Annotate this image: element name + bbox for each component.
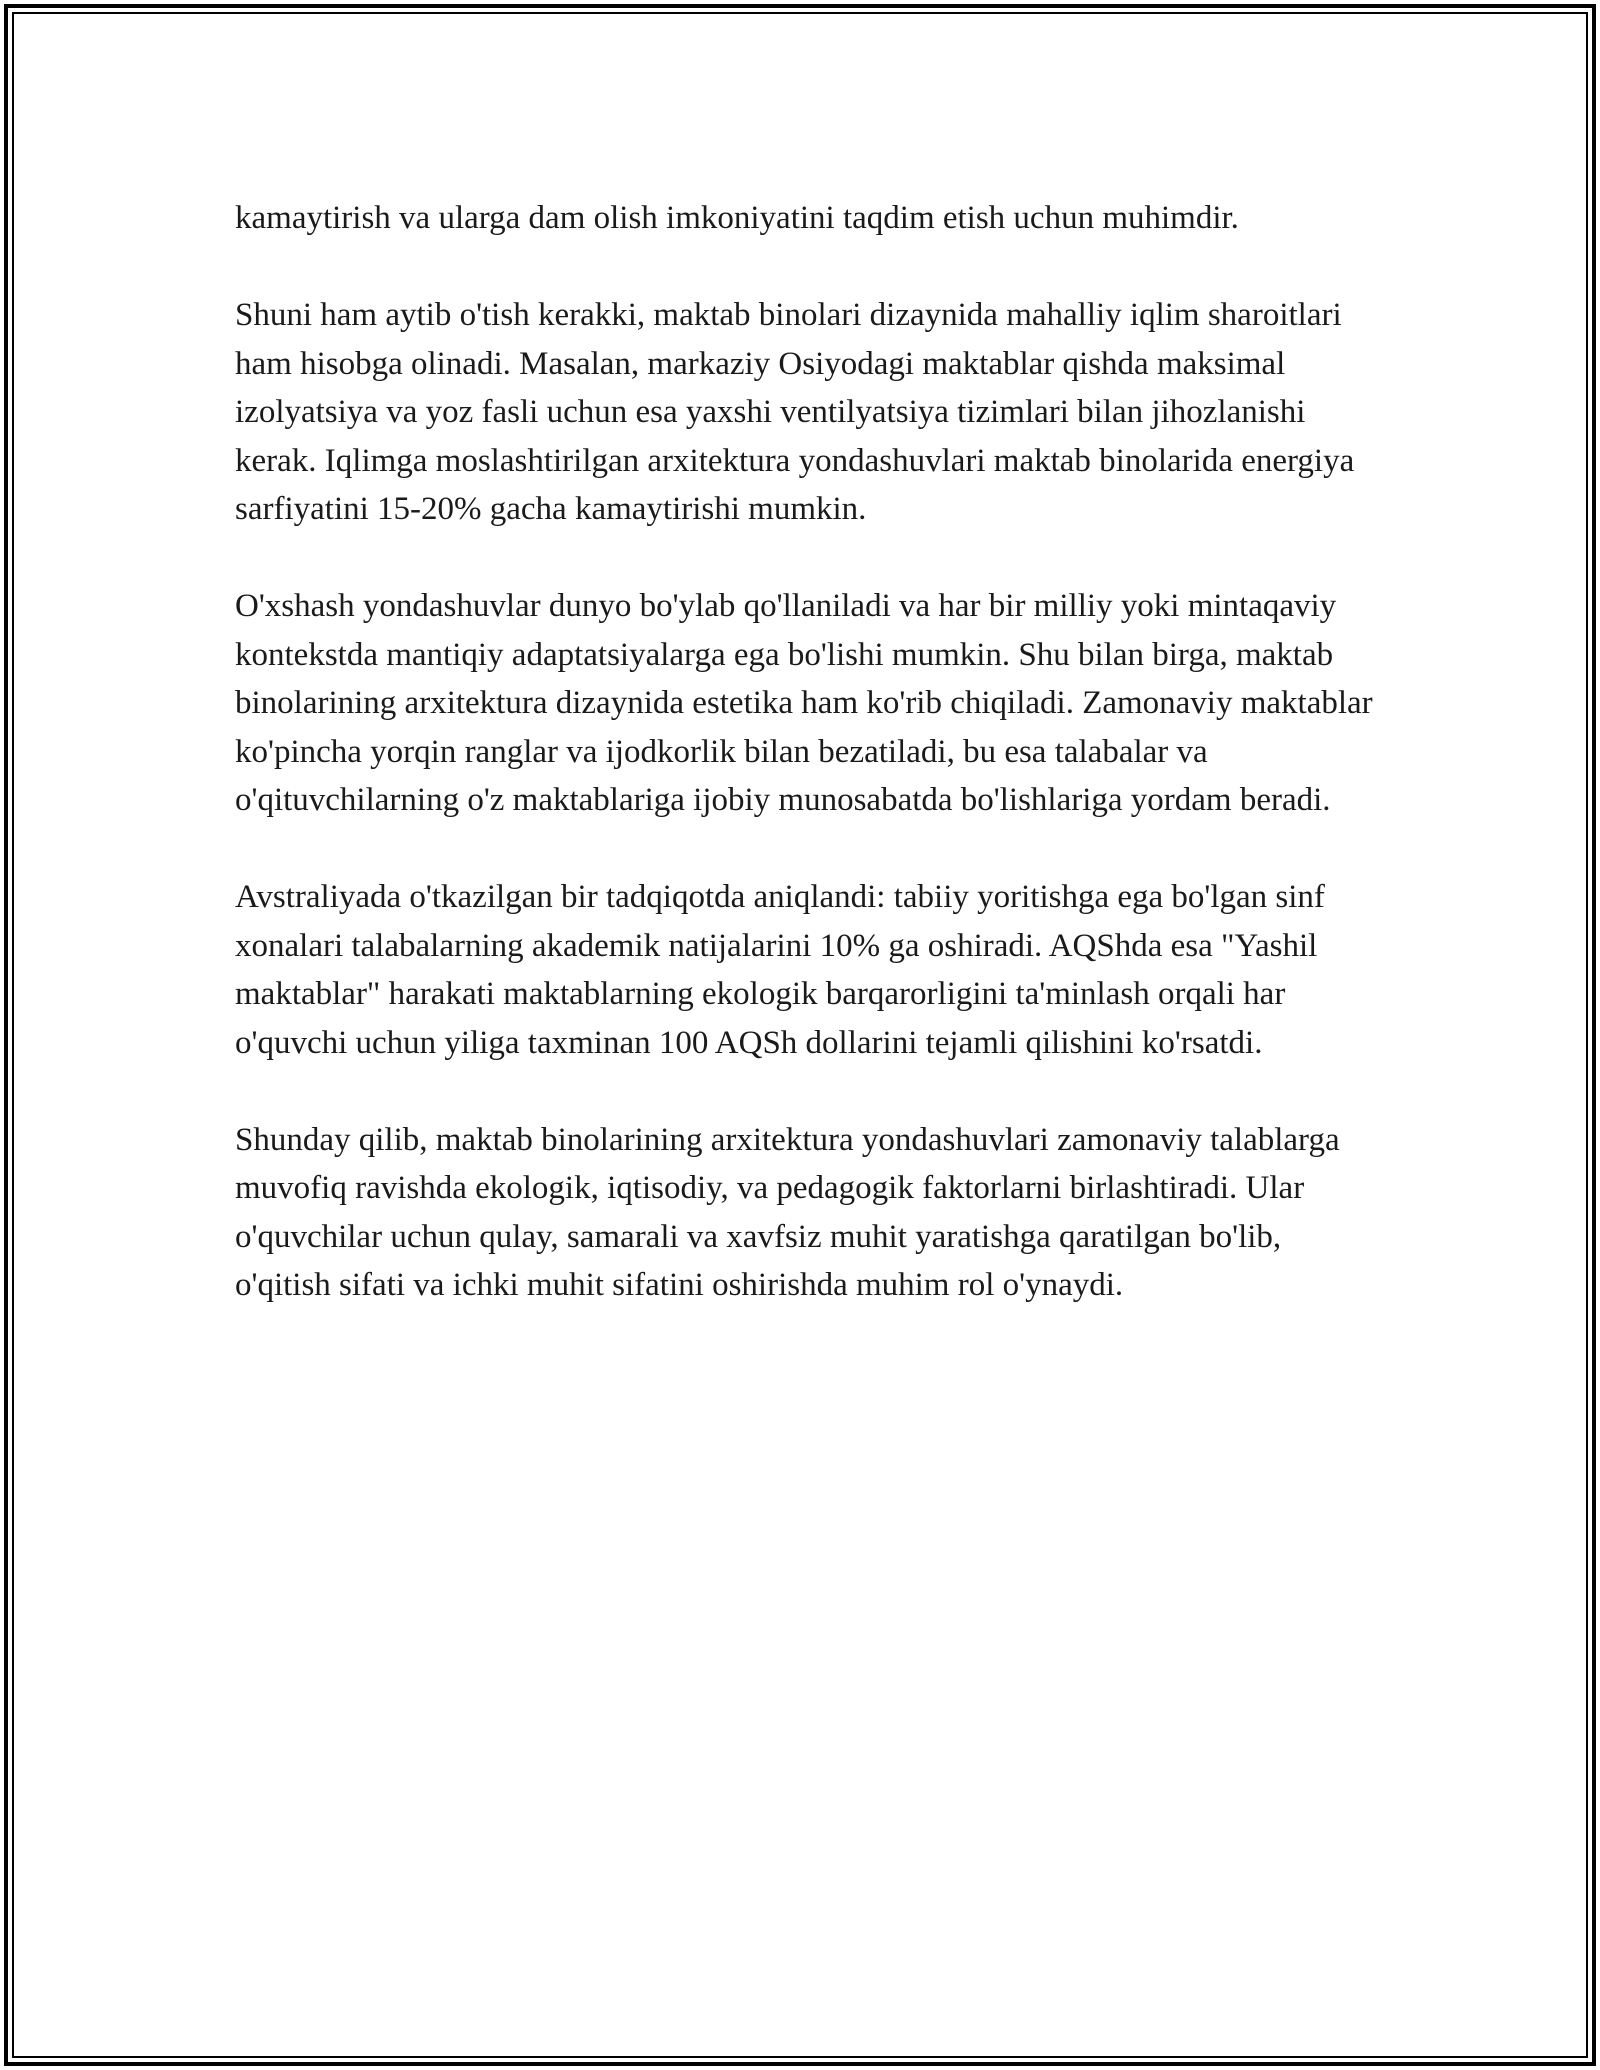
paragraph-3: O'xshash yondashuvlar dunyo bo'ylab qo'llaniladi va har bir milliy yoki mintaqaviy kontekstda mantiqiy adaptatsiyalarga ega bo'lishi mumkin. Shu bilan birga, maktab binolarining arxitektura dizaynida estetika ham ko'rib chiqiladi. Zamonaviy maktablar ko'pincha yorqin ranglar va ijodkorlik bilan bezatiladi, bu esa talabalar va o'qituvchilarning o'z maktablariga ijobiy munosabatda bo'lishlariga yordam beradi. (235, 588, 1373, 818)
paragraph-5: Shunday qilib, maktab binolarining arxitektura yondashuvlari zamonaviy talablarga muvofiq ravishda ekologik, iqtisodiy, va pedagogik faktorlarni birlashtiradi. Ular o'quvchilar uchun qulay, samarali va xavfsiz muhit yaratishga qaratilgan bo'lib, o'qitish sifati va ichki muhit sifatini oshirishda muhim rol o'ynaydi. (235, 1121, 1340, 1303)
paragraph-1: kamaytirish va ularga dam olish imkoniyatini taqdim etish uchun muhimdir. (235, 200, 1239, 236)
page-frame (4, 4, 1596, 2066)
document-body (235, 194, 1385, 1358)
paragraph-2: Shuni ham aytib o'tish kerakki, maktab binolari dizaynida mahalliy iqlim sharoitlari ham hisobga olinadi. Masalan, markaziy Osiyodagi maktablar qishda maksimal izolyatsiya va yoz fasli uchun esa yaxshi ventilyatsiya tizimlari bilan jihozlanishi kerak. Iqlimga moslashtirilgan arxitektura yondashuvlari maktab binolarida energiya sarfiyatini 15-20% gacha kamaytirishi mumkin. (235, 297, 1355, 527)
paragraph-4: Avstraliyada o'tkazilgan bir tadqiqotda aniqlandi: tabiiy yoritishga ega bo'lgan sinf xonalari talabalarning akademik natijalarini 10% ga oshiradi. AQShda esa "Yashil maktablar" harakati maktablarning ekologik barqarorligini ta'minlash orqali har o'quvchi uchun yiliga taxminan 100 AQSh dollarini tejamli qilishini ko'rsatdi. (235, 879, 1325, 1061)
